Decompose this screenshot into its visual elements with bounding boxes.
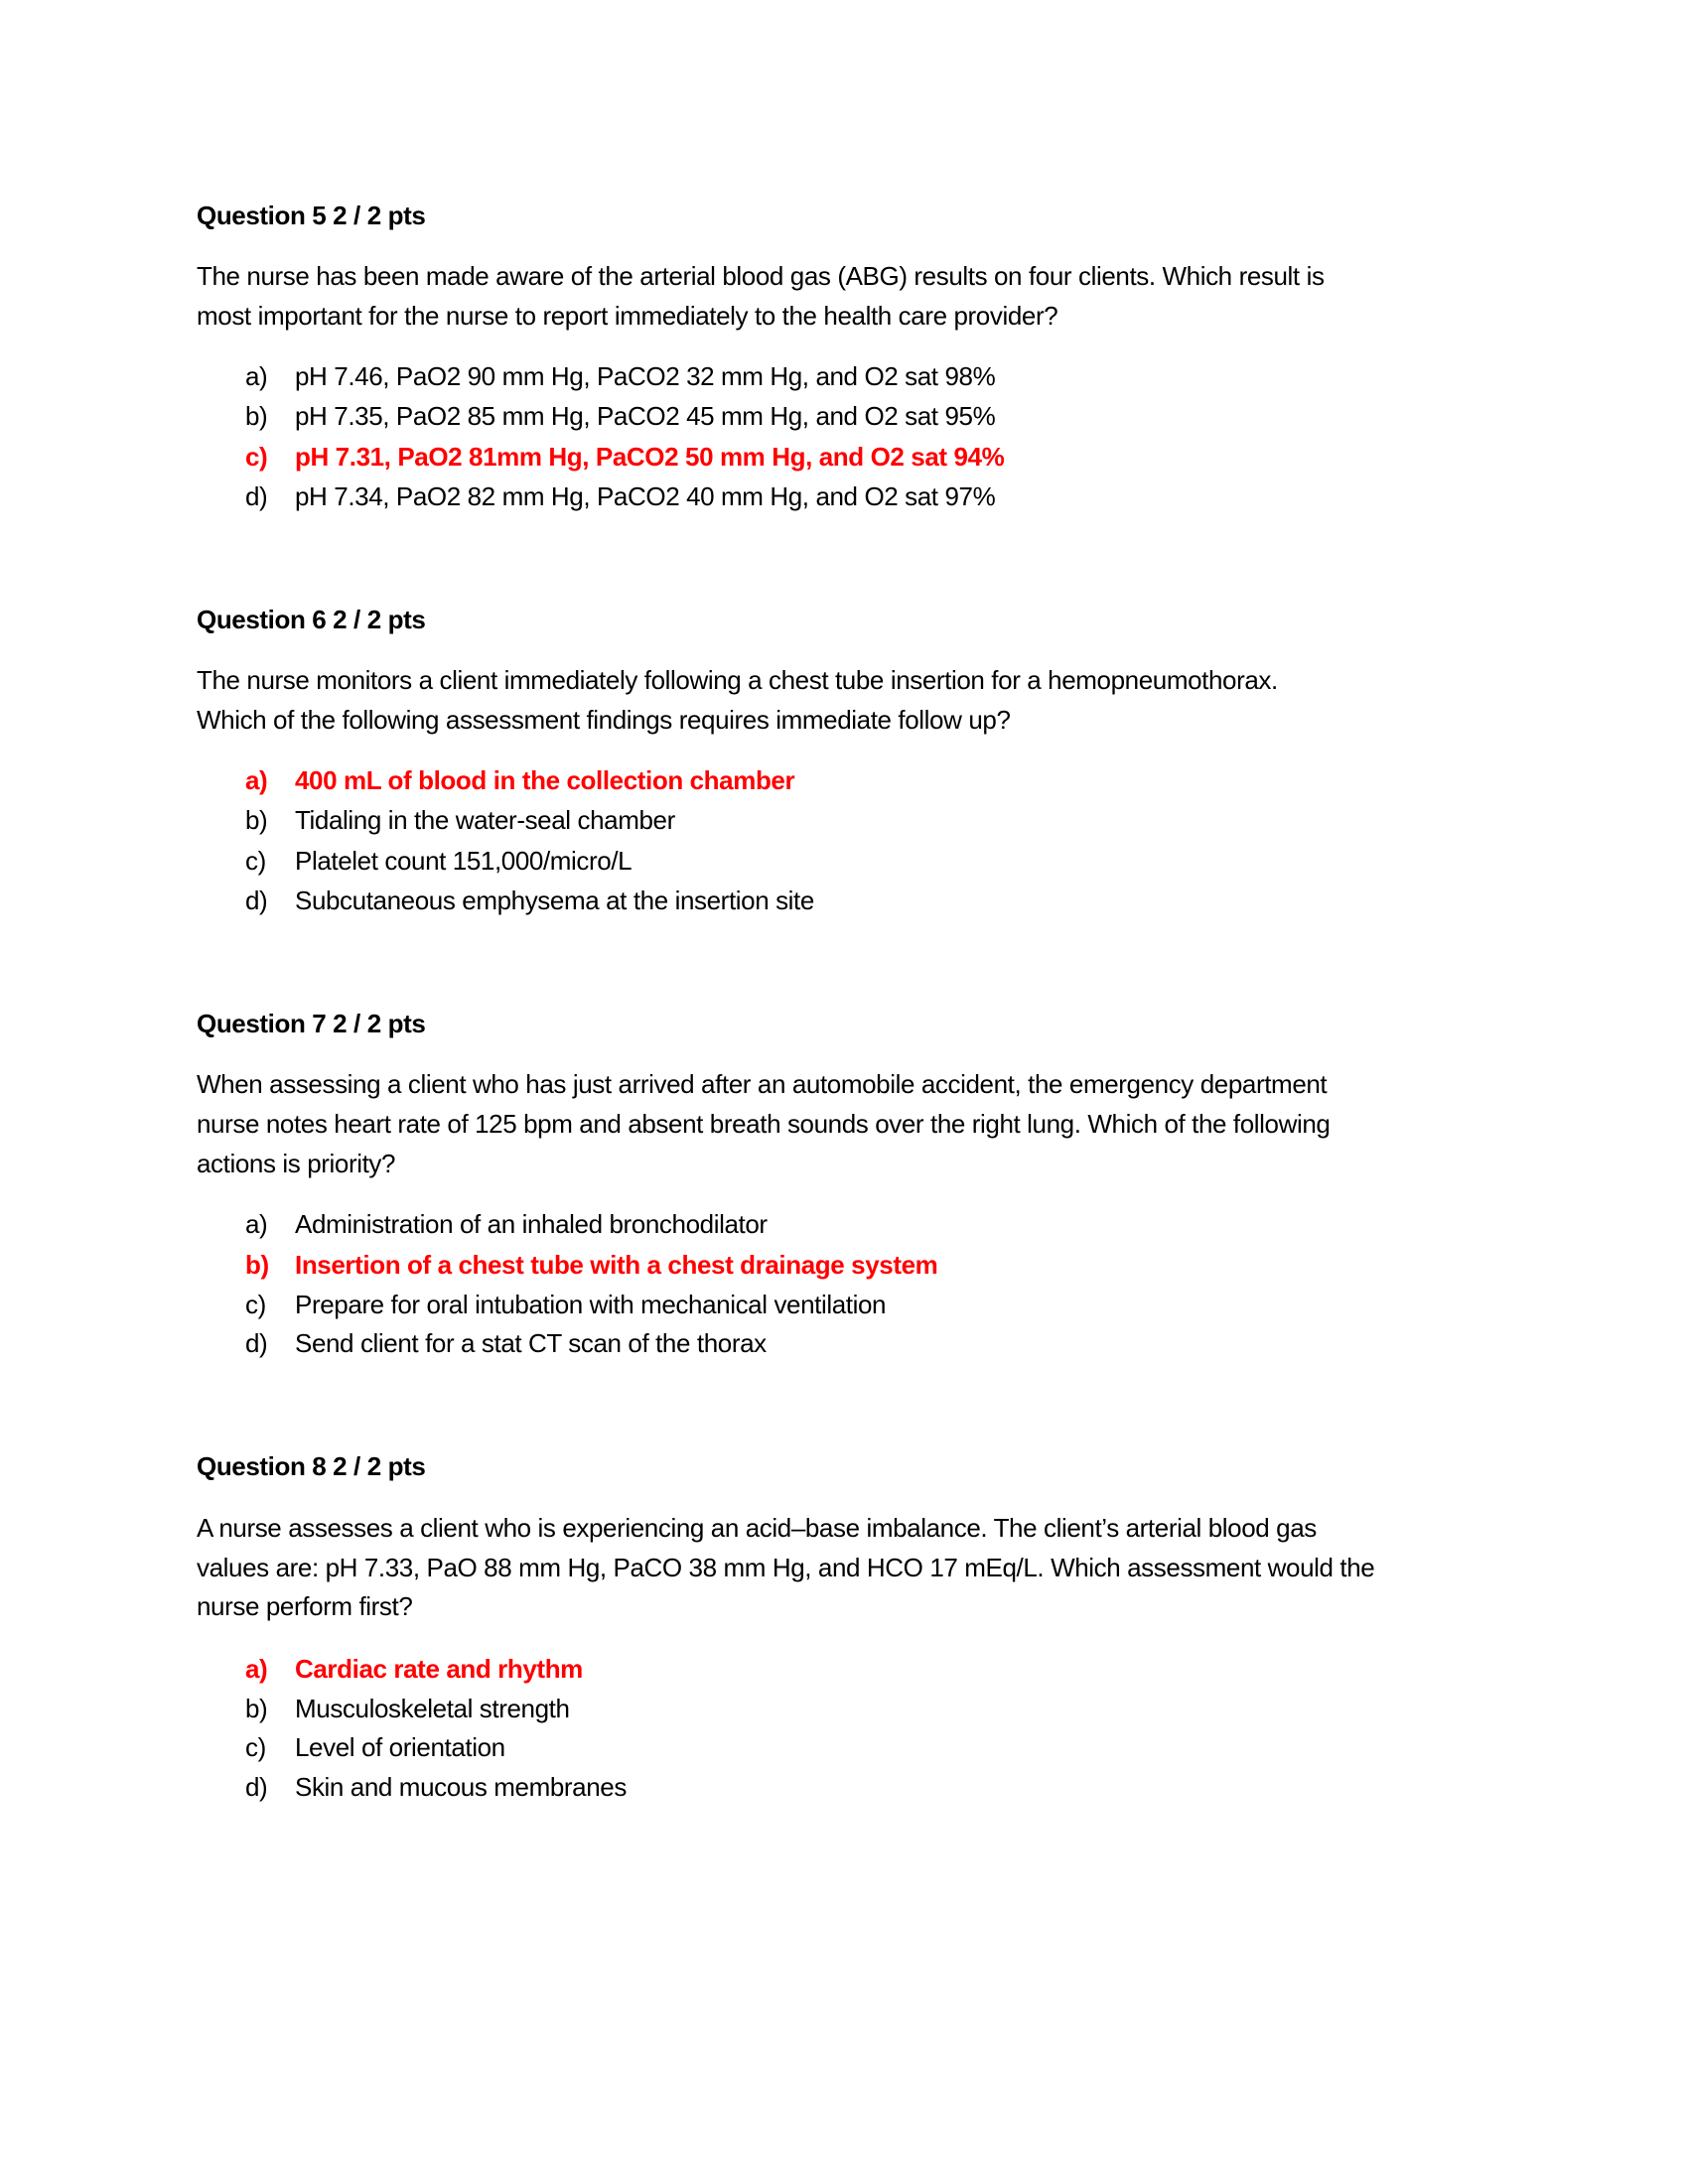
option-text: Level of orientation [295, 1732, 505, 1762]
option-text: Administration of an inhaled bronchodilator [295, 1209, 768, 1239]
question-text-line: most important for the nurse to report immediately to the health care provider? [197, 301, 1058, 331]
question-heading: Question 8 2 / 2 pts [197, 1451, 426, 1481]
option-letter: a) [245, 765, 268, 795]
option-letter: d) [245, 1328, 268, 1358]
question-text-line: The nurse has been made aware of the arterial blood gas (ABG) results on four clients. Which result is [197, 261, 1325, 291]
question-text-line: The nurse monitors a client immediately following a chest tube insertion for a hemopneumothorax. [197, 665, 1278, 695]
question-heading: Question 7 2 / 2 pts [197, 1009, 426, 1038]
option-letter: b) [245, 805, 268, 835]
option-text: pH 7.34, PaO2 82 mm Hg, PaCO2 40 mm Hg, and O2 sat 97% [295, 481, 996, 511]
option-letter: b) [245, 401, 268, 431]
option-letter: c) [245, 1732, 266, 1762]
question-text-line: A nurse assesses a client who is experiencing an acid–base imbalance. The client’s arterial blood gas [197, 1513, 1317, 1543]
option-text: pH 7.46, PaO2 90 mm Hg, PaCO2 32 mm Hg, and O2 sat 98% [295, 361, 996, 391]
option-letter: c) [245, 1290, 266, 1319]
question-text-line: nurse perform first? [197, 1591, 413, 1621]
option-text: Platelet count 151,000/micro/L [295, 846, 633, 876]
option-text: Send client for a stat CT scan of the thorax [295, 1328, 767, 1358]
option-text: pH 7.31, PaO2 81mm Hg, PaCO2 50 mm Hg, and O2 sat 94% [295, 442, 1005, 472]
option-text: Subcutaneous emphysema at the insertion site [295, 886, 814, 915]
option-text: Insertion of a chest tube with a chest drainage system [295, 1250, 938, 1280]
question-text-line: nurse notes heart rate of 125 bpm and absent breath sounds over the right lung. Which of the following [197, 1109, 1331, 1139]
option-letter: a) [245, 361, 268, 391]
question-text-line: values are: pH 7.33, PaO 88 mm Hg, PaCO 38 mm Hg, and HCO 17 mEq/L. Which assessment would the [197, 1553, 1375, 1582]
question-text-line: When assessing a client who has just arrived after an automobile accident, the emergency department [197, 1069, 1328, 1099]
option-letter: b) [245, 1694, 268, 1723]
option-letter: a) [245, 1209, 268, 1239]
option-text: Cardiac rate and rhythm [295, 1654, 583, 1684]
option-letter: c) [245, 846, 266, 876]
option-text: Musculoskeletal strength [295, 1694, 570, 1723]
question-heading: Question 5 2 / 2 pts [197, 201, 426, 230]
option-letter: d) [245, 886, 268, 915]
question-text-line: actions is priority? [197, 1149, 396, 1178]
option-letter: d) [245, 481, 268, 511]
question-heading: Question 6 2 / 2 pts [197, 605, 426, 634]
option-letter: d) [245, 1772, 268, 1802]
option-letter: b) [245, 1250, 269, 1280]
option-letter: a) [245, 1654, 268, 1684]
option-text: pH 7.35, PaO2 85 mm Hg, PaCO2 45 mm Hg, and O2 sat 95% [295, 401, 996, 431]
question-text-line: Which of the following assessment findings requires immediate follow up? [197, 705, 1011, 735]
option-text: Tidaling in the water-seal chamber [295, 805, 675, 835]
option-letter: c) [245, 442, 268, 472]
option-text: 400 mL of blood in the collection chamber [295, 765, 795, 795]
option-text: Prepare for oral intubation with mechanical ventilation [295, 1290, 887, 1319]
option-text: Skin and mucous membranes [295, 1772, 627, 1802]
